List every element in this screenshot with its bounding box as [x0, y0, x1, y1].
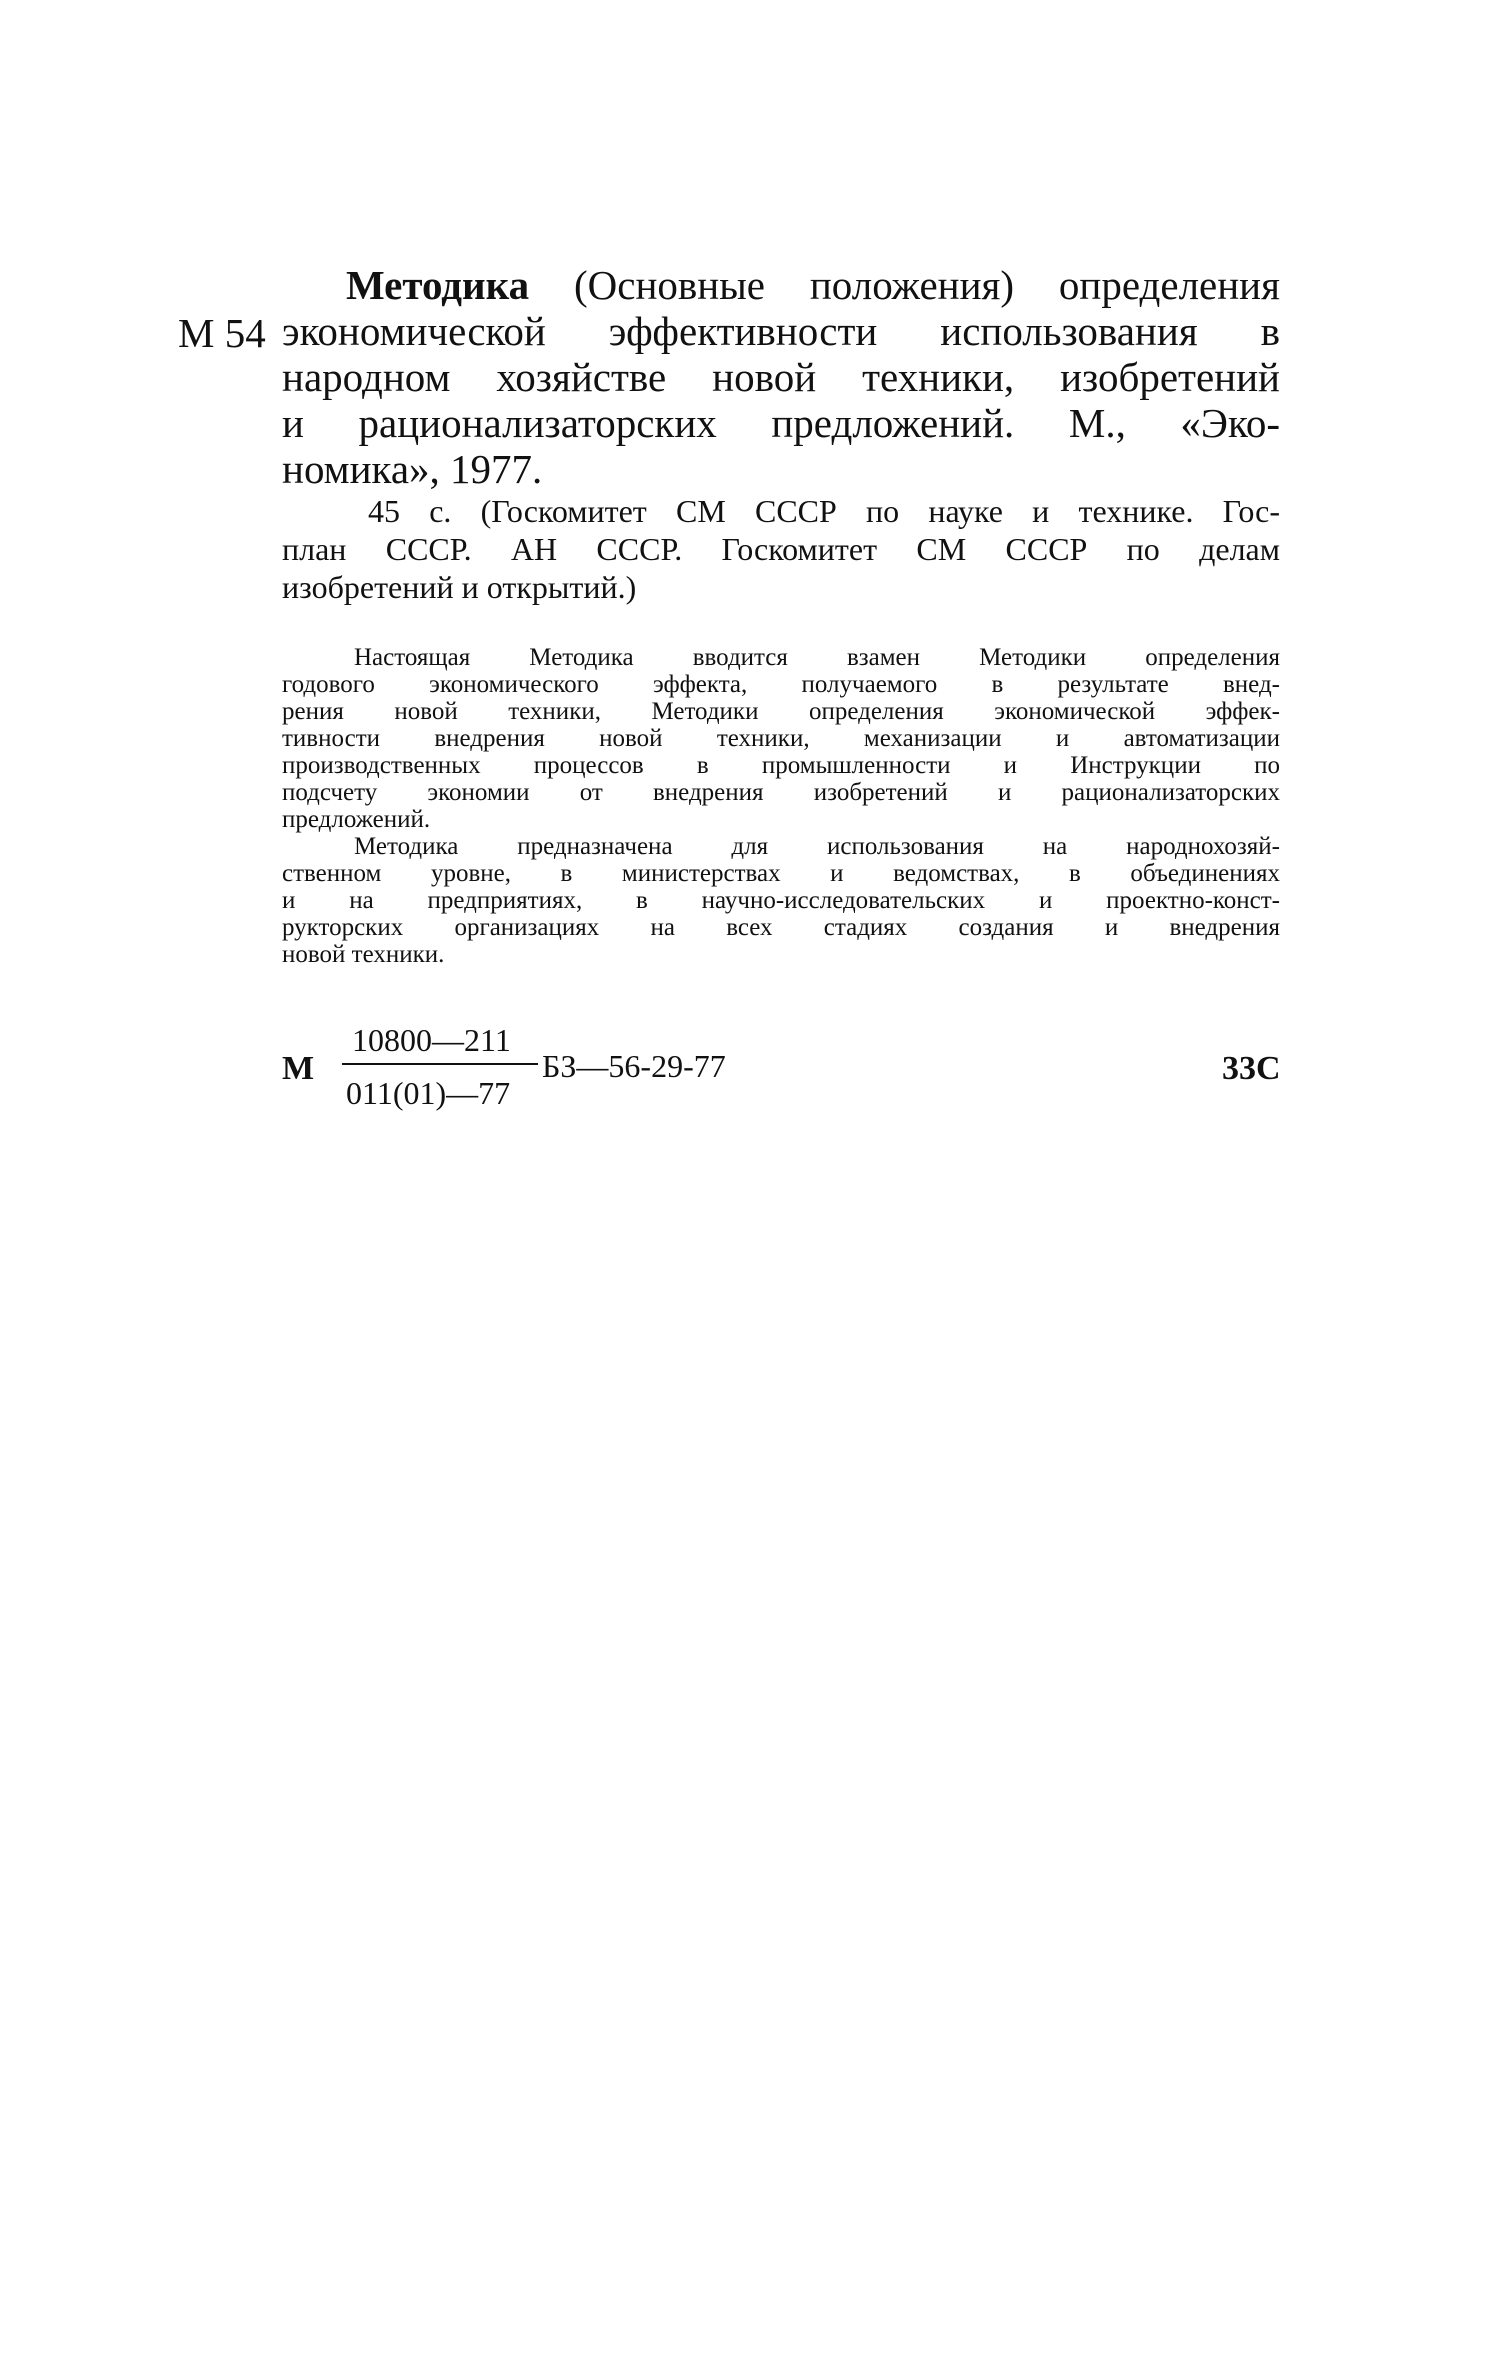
annotation-line: Настоящая Методика вводится взамен Методики определения [354, 644, 1280, 671]
imprint-bz-code: БЗ—56-29-77 [542, 1048, 726, 1084]
annotation-line: предложений. [282, 806, 431, 833]
annotation-line: подсчету экономии от внедрения изобретений и рационализаторских [282, 779, 1280, 806]
annotation-line: рения новой техники, Методики определения экономической эффек- [282, 698, 1280, 725]
annotation-line: годового экономического эффекта, получаемого в результате внед- [282, 671, 1280, 698]
annotation-line: производственных процессов в промышленности и Инструкции по [282, 752, 1280, 779]
imprint-price-code: 33С [1222, 1050, 1281, 1087]
imprint-letter: М [282, 1050, 315, 1087]
title-line-rest: (Основные положения) определения [529, 262, 1280, 308]
title-line: и рационализаторских предложений. М., «Эко- [282, 400, 1280, 446]
annotation-line: Методика предназначена для использования на народнохозяй- [354, 833, 1280, 860]
title-bold-word: Методика [346, 262, 530, 308]
title-line: экономической эффективности использования в [282, 308, 1280, 354]
annotation-line: тивности внедрения новой техники, механизации и автоматизации [282, 725, 1280, 752]
pub-line: план СССР. АН СССР. Госкомитет СМ СССР по делам [282, 531, 1280, 567]
annotation-line: рукторских организациях на всех стадиях создания и внедрения [282, 914, 1280, 941]
title-line: номика», 1977. [282, 446, 543, 492]
title-line: народном хозяйстве новой техники, изобретений [282, 354, 1280, 400]
annotation-line: новой техники. [282, 941, 445, 968]
pub-line: изобретений и открытий.) [282, 569, 637, 605]
imprint-denominator: 011(01)—77 [346, 1075, 511, 1111]
fraction-rule [342, 1063, 538, 1065]
annotation-line: ственном уровне, в министерствах и ведомствах, в объединениях [282, 860, 1280, 887]
imprint-numerator: 10800—211 [352, 1022, 511, 1058]
annotation-line: и на предприятиях, в научно-исследовательских и проектно-конст- [282, 887, 1280, 914]
pub-line: 45 с. (Госкомитет СМ СССР по науке и технике. Гос- [368, 493, 1280, 529]
classification-code: М 54 [178, 310, 266, 356]
